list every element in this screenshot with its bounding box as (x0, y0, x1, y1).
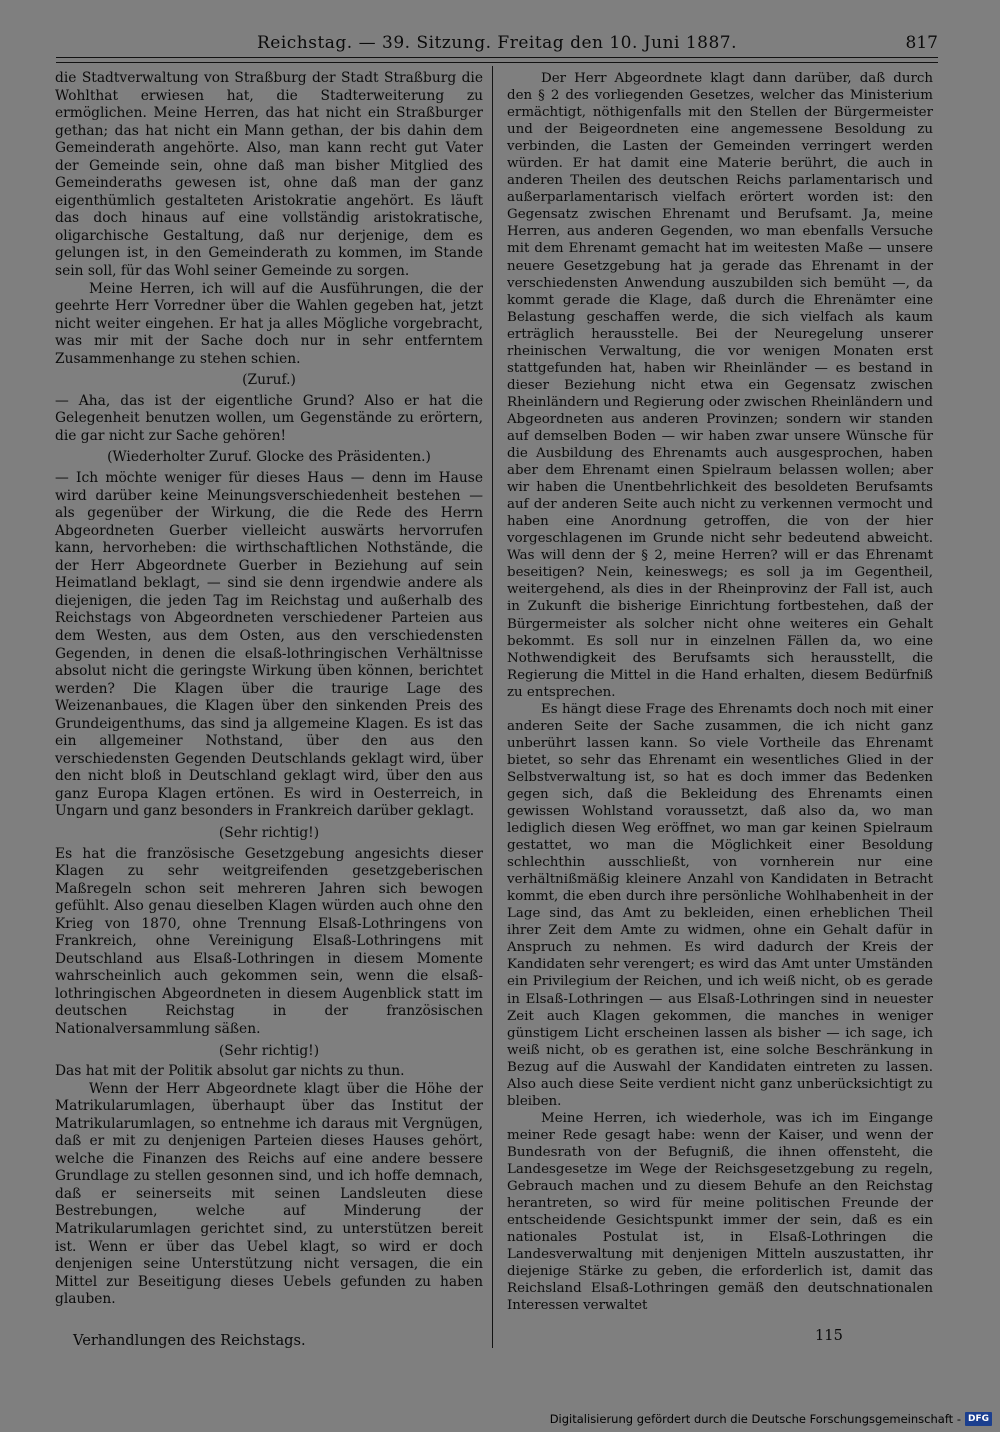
header-title: Reichstag. — 39. Sitzung. Freitag den 10. Juni 1887. (256, 33, 738, 53)
paragraph: Wenn der Herr Abgeordnete klagt über die Höhe der Matrikularumlagen, überhaupt über das Institut der Matrikularumlagen, so entnehme ich daraus mit Vergnügen, daß er mit zu denjenigen Parteien dieses Hauses gehört, welche die Finanzen des Reichs auf eine andere bessere Grundlage zu stellen gesonnen sind, und ich hoffe demnach, daß er seinerseits mit seinen Landsleuten diese Bestrebungen, welche auf Minderung der Matrikularumlagen gerichtet sind, zu unterstützen bereit ist. Wenn er über das Uebel klagt, so wird er doch denjenigen seine Unterstützung nicht versagen, die ein Mittel zur Beseitigung dieses Uebels gefunden zu haben glauben. (55, 1080, 483, 1308)
interjection: (Sehr richtig!) (218, 1042, 320, 1059)
digitization-credit (550, 1412, 992, 1426)
column-divider (492, 66, 493, 1348)
paragraph: Meine Herren, ich will auf die Ausführungen, die der geehrte Herr Vorredner über die Wahlen gegeben hat, jetzt nicht weiter eingehen. Er hat ja alles Mögliche vorgebracht, was mir mit der Sache doch nur in sehr entferntem Zusammenhange zu stehen schien. (55, 280, 483, 367)
page-number: 817 (905, 33, 938, 53)
header-rule-second (56, 62, 938, 63)
left-column (55, 70, 483, 1309)
paragraph: Der Herr Abgeordnete klagt dann darüber, daß durch den § 2 des vorliegenden Gesetzes, welcher das Ministerium ermächtigt, nöthigenfalls mit den Stellen der Bürgermeister und der Beigeordneten eine angemessene Besoldung zu verbinden, die Lasten der Gemeinden verringert werden würden. Er hat damit eine Materie berührt, die auch in anderen Theilen des deutschen Reichs parlamentarisch und außerparlamentarisch vielfach erörtert worden ist: den Gegensatz zwischen Ehrenamt und Berufsamt. Ja, meine Herren, aus anderen Gegenden, wo man ebenfalls Versuche mit dem Ehrenamt gemacht hat im weitesten Maße — unsere neuere Gesetzgebung hat ja gerade das Ehrenamt in der verschiedensten Anwendung auszubilden sich bemüht —, da kommt gerade die Klage, daß durch die Ehrenämter eine Belastung geschaffen werde, die sich vielfach als kaum erträglich herausstelle. Bei der Neuregelung unserer rheinischen Verwaltung, die vor wenigen Monaten erst stattgefunden hat, haben wir Rheinländer — es bestand in dieser Beziehung nicht etwa ein Gegensatz zwischen Rheinländern und Regierung oder zwischen Rheinländern und Abgeordneten aus anderen Provinzen; sondern wir standen auf demselben Boden — wir haben zwar unsere Wünsche für die Ausbildung des Ehrenamts auch ausgesprochen, haben aber dem Ehrenamt einen Spielraum belassen wollen; aber wir haben die Unentbehrlichkeit des besoldeten Berufsamts auf der anderen Seite auch nicht zu verkennen vermocht und haben eine Anordnung getroffen, die von der hier vorgeschlagenen im Grunde nicht sehr bedeutend abweicht. Was will denn der § 2, meine Herren? will er das Ehrenamt beseitigen? Nein, keineswegs; es soll ja im Gegentheil, weitergehend, als dies in der Rheinprovinz der Fall ist, auch in Zukunft die bisherige Einrichtung fortbestehen, daß der Bürgermeister als solcher nicht ohne weiteres ein Gehalt bekommt. Es soll nur in einzelnen Fällen da, wo eine Nothwendigkeit des Berufsamts sich herausstellt, die Regierung die Mittel in die Hand erhalten, diesem Bedürfniß zu entsprechen. (507, 71, 933, 700)
paragraph: — Ich möchte weniger für dieses Haus — denn im Hause wird darüber keine Meinungsverschiedenheit bestehen — als gegenüber der Wirkung, die die Rede des Herrn Abgeordneten Guerber vielleicht auswärts hervorrufen kann, hervorheben: die wirthschaftlichen Nothstände, die der Herr Abgeordnete Guerber in Beziehung auf sein Heimatland beklagt, — sind sie denn irgendwie andere als diejenigen, die jeden Tag im Reichstag und außerhalb des Reichstags von Abgeordneten verschiedener Parteien aus dem Westen, aus dem Osten, aus den verschiedensten Gegenden, in denen die elsaß-lothringischen Verhältnisse absolut nicht die geringste Wirkung üben können, berichtet werden? Die Klagen über die traurige Lage des Weizenanbaues, die Klagen über den sinkenden Preis des Grundeigenthums, das sind ja allgemeine Klagen. Es ist das ein allgemeiner Nothstand, über den aus den verschiedensten Gegenden Deutschlands geklagt wird, über den nicht bloß in Deutschland geklagt wird, über den aus ganz Europa Klagen ertönen. Es wird in Oesterreich, in Ungarn und ganz besonders in Frankreich darüber geklagt. (55, 470, 483, 820)
paragraph: Das hat mit der Politik absolut gar nichts zu thun. (55, 1063, 405, 1080)
paragraph: Es hat die französische Gesetzgebung angesichts dieser Klagen zu sehr weitgreifenden gesetzgeberischen Maßregeln schon seit mehreren Jahren sich bewogen gefühlt. Also genau dieselben Klagen würden auch ohne den Krieg von 1870, ohne Trennung Elsaß-Lothringens von Frankreich, ohne Vereinigung Elsaß-Lothringens mit Deutschland aus Elsaß-Lothringen in diesem Momente wahrscheinlich auch gekommen sein, wenn die elsaß-lothringischen Abgeordneten in diesem Augenblick statt im deutschen Reichstag in der französischen Nationalversammlung säßen. (55, 845, 483, 1037)
interjection: (Zuruf.) (242, 372, 296, 389)
footer-publication: Verhandlungen des Reichstags. (73, 1332, 306, 1349)
paragraph: — Aha, das ist der eigentliche Grund? Also er hat die Gelegenheit benutzen wollen, um Gegenstände zu erörtern, die gar nicht zur Sache gehören! (55, 392, 483, 444)
signature-mark: 115 (815, 1327, 843, 1344)
page-header (56, 30, 938, 56)
header-rule (56, 57, 938, 58)
paragraph: die Stadtverwaltung von Straßburg der Stadt Straßburg die Wohlthat erwiesen hat, die Stadterweiterung zu ermöglichen. Meine Herren, das hat nicht ein Straßburger gethan; das hat nicht ein Mann gethan, der bis dahin dem Gemeinderath angehörte. Also, man kann recht gut Vater der Gemeinde sein, ohne daß man bisher Mitglied des Gemeinderaths gewesen ist, ohne daß man der ganz eigenthümlich gestalteten Aristokratie angehört. Es läuft das doch hinaus auf eine vollständig aristokratische, oligarchische Gestaltung, daß nur derjenige, dem es gelungen ist, in den Gemeinderath zu kommen, im Stande sein soll, für das Wohl seiner Gemeinde zu sorgen. (55, 70, 483, 280)
dfg-logo: DFG (965, 1412, 992, 1426)
paragraph: Meine Herren, ich wiederhole, was ich im Eingange meiner Rede gesagt habe: wenn der Kaiser, und wenn der Bundesrath von der Befugniß, die ihnen offensteht, die Landesgesetze im Wege der Reichsgesetzgebung zu regeln, Gebrauch machen und zu diesem Behufe an den Reichstag herantreten, so wird für meine politischen Freunde der entscheidende Gesichtspunkt immer der sein, daß es ein nationales Postulat ist, in Elsaß-Lothringen die Landesverwaltung mit denjenigen Mitteln auszustatten, ihr diejenige Stärke zu geben, die erforderlich ist, damit das Reichsland Elsaß-Lothringen gemäß den deutschnationalen Interessen verwaltet (507, 1110, 933, 1314)
digitization-text: Digitalisierung gefördert durch die Deutsche Forschungsgemeinschaft - (549, 1412, 961, 1426)
paragraph: Es hängt diese Frage des Ehrenamts doch noch mit einer anderen Seite der Sache zusammen, die ich nicht ganz unberührt lassen kann. So viele Vortheile das Ehrenamt bietet, so sehr das Ehrenamt ein wesentliches Glied in der Selbstverwaltung ist, so hat es doch immer das Bedenken gegen sich, daß die Bekleidung des Ehrenamts einen gewissen Wohlstand voraussetzt, daß also da, wo man lediglich diesen Weg eröffnet, wo man gar keinen Spielraum gestattet, wo man die Möglichkeit einer Besoldung schlechthin ausschließt, von vornherein nur eine verhältnißmäßig kleinere Anzahl von Kandidaten in Betracht kommt, die eben durch ihre persönliche Wohlhabenheit in der Lage sind, das Amt zu bekleiden, einen erheblichen Theil ihrer Zeit dem Amte zu widmen, ohne ein Gehalt dafür in Anspruch zu nehmen. Es wird dadurch der Kreis der Kandidaten sehr verengert; es wird das Amt unter Umständen ein Privilegium der Reichen, und ich weiß nicht, ob es gerade in Elsaß-Lothringen — aus Elsaß-Lothringen sind in neuester Zeit auch Klagen gekommen, die manches in weniger günstigem Licht erscheinen lassen als bisher — ich sage, ich weiß nicht, ob es gerathen ist, eine solche Beschränkung in Bezug auf die Auswahl der Kandidaten eintreten zu lassen. Also auch diese Seite verdient nicht ganz unberücksichtigt zu bleiben. (507, 701, 933, 1109)
right-column (507, 70, 933, 1314)
interjection: (Wiederholter Zuruf. Glocke des Präsidenten.) (107, 449, 431, 466)
interjection: (Sehr richtig!) (218, 824, 320, 841)
